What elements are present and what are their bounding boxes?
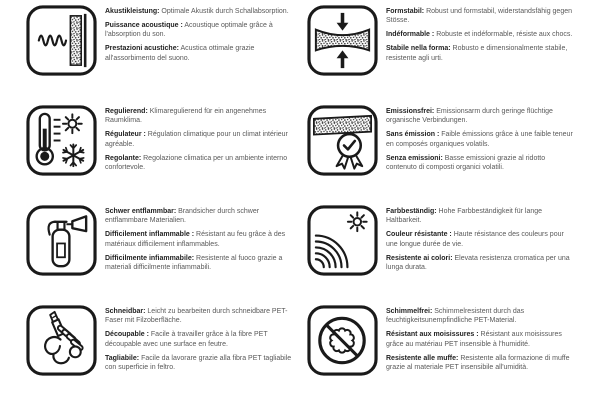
feature-title-de: Schwer entflammbar: [105, 208, 177, 215]
feature-text-fr: Facile à travailler grâce à la fibre PET découpable avec une surface en feutre. [105, 331, 268, 348]
feature-text-block [386, 305, 576, 377]
feature-title-it: Tagliabile: [105, 354, 140, 362]
feature-text-block [105, 305, 295, 377]
feature-title-fr: Résistant aux moisissures : [386, 331, 479, 339]
feature-text-block [105, 205, 295, 277]
feature-title-de: Akustikleistung: [105, 8, 160, 15]
feature-text-block [105, 105, 295, 177]
feature-text-block [386, 5, 576, 68]
feature-text-de: Klimaregulierend für ein angenehmes Raumklima. [105, 108, 267, 125]
cuttable-icon [26, 305, 97, 376]
feature-text-it: Resistente alla formazione di muffe grazie al materiale PET insensibile all'umidità. [386, 354, 570, 372]
feature-text-it: Elevata resistenza cromatica per una lunga durata. [386, 254, 570, 272]
shape-stability-icon [307, 5, 378, 76]
feature-title-it: Difficilmente infiammabile: [105, 254, 195, 262]
feature-title-de: Schneidbar: [105, 308, 146, 315]
feature-text-it: Facile da lavorare grazie alla fibra PET tagliabile con superficie in feltro. [105, 354, 292, 372]
feature-title-fr: Sans émission : [386, 131, 440, 139]
feature-title-it: Senza emissioni: [386, 154, 443, 162]
feature-card-fire-resistant [0, 200, 300, 300]
feature-card-color-fastness [300, 200, 600, 300]
feature-text-fr: Acoustique optimale grâce à l'absorption du son. [105, 21, 273, 39]
feature-text-it: Robusto e dimensionalmente stabile, resistente agli urti. [386, 45, 568, 62]
feature-text-fr: Régulation climatique pour un climat intérieur agréable. [105, 131, 288, 148]
feature-title-it: Resistente alle muffe: [386, 354, 459, 362]
feature-text-fr: Haute résistance des couleurs pour une longue durée de vie. [386, 231, 564, 248]
feature-text-block [105, 5, 295, 68]
feature-card-climate [0, 100, 300, 200]
feature-card-mold-resistant [300, 300, 600, 400]
climate-regulation-icon [26, 105, 97, 176]
feature-text-fr: Résistant au feu grâce à des matériaux difficilement inflammables. [105, 231, 286, 248]
feature-text-block [386, 205, 576, 277]
feature-text-de: Schimmelresistent durch das feuchtigkeitsunempfindliche PET-Material. [386, 308, 525, 325]
feature-title-de: Schimmelfrei: [386, 308, 433, 315]
feature-title-it: Regolante: [105, 154, 142, 162]
feature-text-de: Hohe Farbbeständigkeit für lange Haltbarkeit. [386, 208, 543, 225]
feature-title-fr: Régulateur : [105, 131, 146, 139]
feature-title-fr: Difficilement inflammable : [105, 231, 195, 239]
feature-card-cuttable [0, 300, 300, 400]
feature-card-emission-free [300, 100, 600, 200]
feature-title-fr: Couleur résistante : [386, 231, 452, 239]
feature-title-de: Emissionsfrei: [386, 108, 435, 115]
feature-title-fr: Puissance acoustique : [105, 21, 183, 29]
feature-title-de: Farbbeständig: [386, 208, 437, 215]
feature-title-fr: Indéformable : [386, 31, 435, 39]
fire-extinguisher-icon [26, 205, 97, 276]
feature-text-it: Regolazione climatica per un ambiente interno confortevole. [105, 154, 288, 172]
feature-text-fr: Robuste et indéformable, résiste aux chocs. [436, 31, 573, 39]
feature-text-it: Acustica ottimale grazie all'assorbimento del suono. [105, 45, 255, 62]
feature-text-de: Optimale Akustik durch Schallabsorption. [161, 8, 289, 15]
feature-title-fr: Découpable : [105, 331, 149, 339]
color-fastness-icon [307, 205, 378, 276]
feature-title-de: Formstabil: [386, 8, 425, 15]
feature-text-de: Brandsicher durch schwer entflammbare Materialien. [105, 208, 260, 225]
feature-text-it: Basse emissioni grazie al ridotto contenuto di composti organici volatili. [386, 154, 546, 172]
feature-title-it: Resistente ai colori: [386, 254, 453, 262]
feature-text-block [386, 105, 576, 177]
feature-text-de: Emissionsarm durch geringe flüchtige organische Verbindungen. [386, 108, 553, 125]
feature-text-de: Leicht zu bearbeiten durch schneidbare PET-Faser mit Filzoberfläche. [105, 308, 288, 325]
feature-text-fr: Faible émissions grâce à une faible teneur en composés organiques volatils. [386, 131, 573, 148]
feature-title-it: Stabile nella forma: [386, 45, 451, 53]
mold-resistant-icon [307, 305, 378, 376]
sound-absorption-icon [26, 5, 97, 76]
feature-title-it: Prestazioni acustiche: [105, 45, 179, 53]
feature-text-fr: Résistant aux moisissures grâce au matériau PET insensible à l'humidité. [386, 331, 562, 348]
emission-free-icon [307, 105, 378, 176]
feature-text-it: Resistente al fuoco grazie a materiali difficilmente infiammabili. [105, 254, 283, 272]
feature-card-acoustic [0, 0, 300, 100]
feature-text-de: Robust und formstabil, widerstandsfähig gegen Stösse. [386, 8, 572, 25]
feature-title-de: Regulierend: [105, 108, 148, 115]
feature-card-shape-stability [300, 0, 600, 100]
